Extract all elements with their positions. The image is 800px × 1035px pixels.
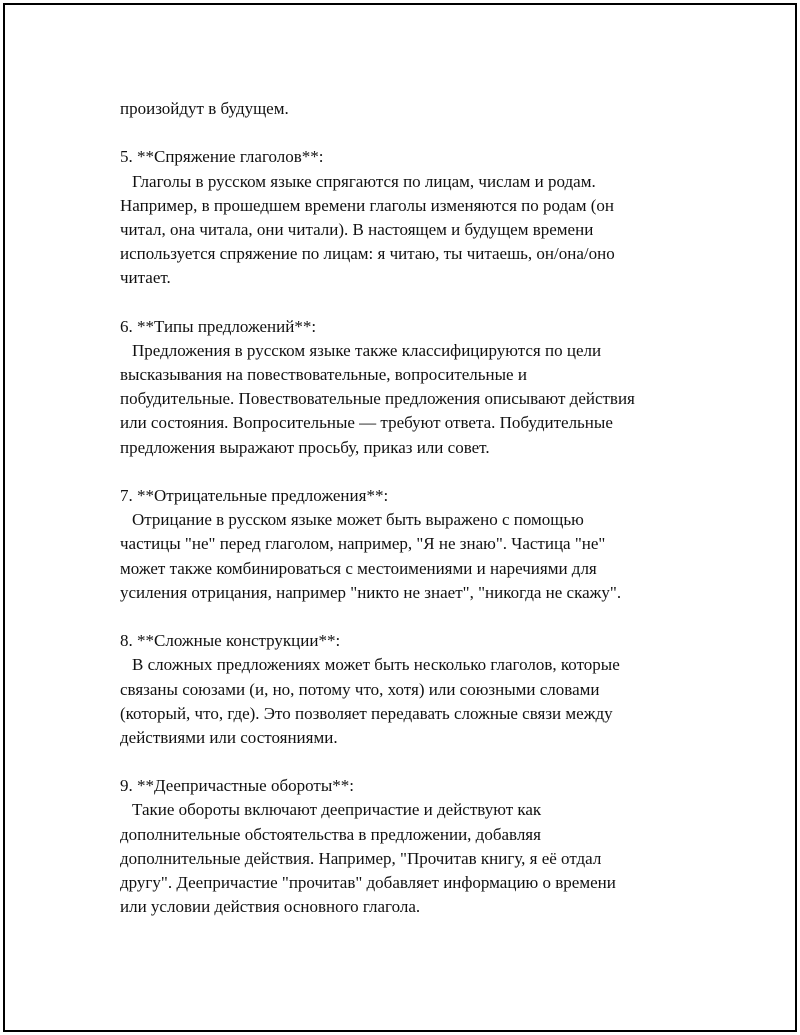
section-heading: 5. **Спряжение глаголов**: <box>120 147 324 167</box>
section-text-line: связаны союзами (и, но, потому что, хотя) или союзными словами <box>120 679 600 699</box>
section-text-line: В сложных предложениях может быть несколько глаголов, которые <box>132 655 620 675</box>
section-text-line: или условии действия основного глагола. <box>120 897 421 917</box>
section-complex-constructions <box>120 629 685 750</box>
section-text-line: побудительные. Повествовательные предложения описывают действия <box>120 389 635 409</box>
section-heading: 6. **Типы предложений**: <box>120 316 317 336</box>
section-text-line: Глаголы в русском языке спрягаются по лицам, числам и родам. <box>132 171 596 191</box>
section-text-line: Такие обороты включают деепричастие и действуют как <box>132 800 542 820</box>
document-body <box>120 97 685 919</box>
section-text-line: дополнительные обстоятельства в предложении, добавляя <box>120 824 541 844</box>
intro-tail-line: произойдут в будущем. <box>120 99 289 118</box>
paragraph-spacer <box>120 121 685 145</box>
paragraph-spacer <box>120 460 685 484</box>
section-text-line: усиления отрицания, например "никто не знает", "никогда не скажу". <box>120 582 622 602</box>
section-text-line: Предложения в русском языке также классифицируются по цели <box>132 340 602 360</box>
section-text-line: другу". Деепричастие "прочитав" добавляет информацию о времени <box>120 873 616 892</box>
section-text-line: высказывания на повествовательные, вопросительные и <box>120 365 527 385</box>
section-sentence-types <box>120 315 685 460</box>
section-negative-sentences <box>120 484 685 605</box>
section-text-line: (который, что, где). Это позволяет передавать сложные связи между <box>120 703 613 723</box>
section-text-line: может также комбинироваться с местоимениями и наречиями для <box>120 558 597 578</box>
section-text-line: читает. <box>120 268 171 288</box>
section-text-line: или состояния. Вопросительные — требуют ответа. Побудительные <box>120 413 613 433</box>
section-text-line: Отрицание в русском языке может быть выражено с помощью <box>132 510 584 530</box>
section-text-line: Например, в прошедшем времени глаголы изменяются по родам (он <box>120 195 614 215</box>
section-text-line: читал, она читала, они читали). В настоящем и будущем времени <box>120 219 594 239</box>
document-page <box>3 3 797 1032</box>
paragraph-spacer <box>120 605 685 629</box>
section-heading: 7. **Отрицательные предложения**: <box>120 486 389 505</box>
section-text-line: действиями или состояниями. <box>120 727 338 747</box>
section-heading: 9. **Деепричастные обороты**: <box>120 776 354 796</box>
section-text-line: предложения выражают просьбу, приказ или совет. <box>120 437 490 457</box>
section-participle-phrases <box>120 774 685 919</box>
section-conjugation <box>120 145 685 290</box>
section-text-line: дополнительные действия. Например, "Прочитав книгу, я её отдал <box>120 848 602 868</box>
paragraph-spacer <box>120 750 685 774</box>
section-text-line: частицы "не" перед глаголом, например, "Я не знаю". Частица "не" <box>120 534 606 554</box>
section-heading: 8. **Сложные конструкции**: <box>120 631 341 651</box>
paragraph-spacer <box>120 291 685 315</box>
section-text-line: используется спряжение по лицам: я читаю, ты читаешь, он/она/оно <box>120 244 615 264</box>
